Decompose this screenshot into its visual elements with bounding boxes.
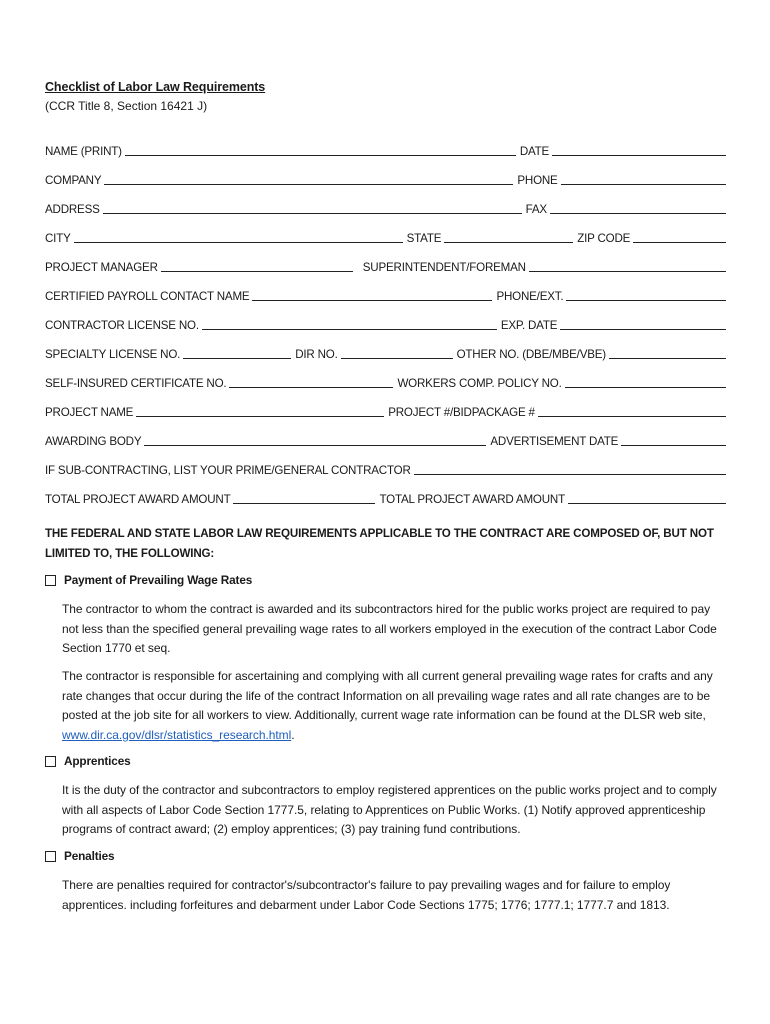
penalties-checkbox[interactable]: [45, 851, 56, 862]
payroll-contact-field[interactable]: [252, 300, 492, 301]
company-field[interactable]: [104, 184, 513, 185]
date-field[interactable]: [552, 155, 726, 156]
advertisement-date-label: ADVERTISEMENT DATE: [490, 435, 619, 448]
section-apprentices: [45, 754, 131, 768]
prevailing-wage-paragraph-2: [62, 667, 722, 745]
form-row-payroll-contact: [45, 286, 726, 304]
penalties-paragraph: There are penalties required for contractor's/subcontractor's failure to pay prevailing wages and for failure to employ apprentices. including forfeitures and debarment under Labor Code Sections 1775; 1776; 1777.1; 1777.7 and 1813.: [62, 878, 671, 912]
prevailing-wage-paragraph-2-text: The contractor is responsible for ascertaining and complying with all current general prevailing wage rates for crafts and any rate changes that occur during the life of the contract Information on all prevailing wage rates and all rate changes are to be posted at the job site for all workers to view. Additionally, current wage rate information can be found at the DLSR web site,: [62, 669, 713, 723]
form-row-project-manager: [45, 257, 726, 275]
exp-date-label: EXP. DATE: [500, 319, 558, 332]
form-row-project-name: [45, 402, 726, 420]
dir-label: DIR NO.: [295, 348, 338, 361]
total-award-field-1[interactable]: [233, 503, 375, 504]
city-field[interactable]: [74, 242, 403, 243]
form-row-awarding-body: [45, 431, 726, 449]
section-prevailing-wage: [45, 573, 252, 587]
subcontracting-label: IF SUB-CONTRACTING, LIST YOUR PRIME/GENERAL CONTRACTOR: [45, 464, 411, 477]
other-no-field[interactable]: [609, 358, 726, 359]
state-label: STATE: [406, 232, 442, 245]
zip-label: ZIP CODE: [577, 232, 631, 245]
form-row-contractor-license: [45, 315, 726, 333]
date-label: DATE: [519, 145, 550, 158]
form-row-name: [45, 141, 726, 159]
total-award-field-2[interactable]: [568, 503, 726, 504]
project-bidpackage-field[interactable]: [538, 416, 726, 417]
phone-ext-field[interactable]: [566, 300, 726, 301]
total-award-label-2: TOTAL PROJECT AWARD AMOUNT: [379, 493, 565, 506]
total-award-label-1: TOTAL PROJECT AWARD AMOUNT: [45, 493, 231, 506]
city-label: CITY: [45, 232, 71, 245]
superintendent-label: SUPERINTENDENT/FOREMAN: [362, 261, 526, 274]
document-subtitle: (CCR Title 8, Section 16421 J): [45, 99, 208, 113]
phone-ext-label: PHONE/EXT.: [496, 290, 564, 303]
form-row-total-award: [45, 489, 726, 507]
prevailing-wage-checkbox[interactable]: [45, 575, 56, 586]
phone-field[interactable]: [561, 184, 726, 185]
name-label: NAME (PRINT): [45, 145, 122, 158]
subcontracting-field[interactable]: [414, 474, 726, 475]
name-field[interactable]: [125, 155, 516, 156]
advertisement-date-field[interactable]: [621, 445, 726, 446]
exp-date-field[interactable]: [560, 329, 726, 330]
other-no-label: OTHER NO. (DBE/MBE/VBE): [456, 348, 606, 361]
workers-comp-label: WORKERS COMP. POLICY NO.: [397, 377, 562, 390]
workers-comp-field[interactable]: [565, 387, 726, 388]
apprentices-heading: Apprentices: [64, 754, 131, 768]
fax-field[interactable]: [550, 213, 726, 214]
section-penalties: [45, 849, 114, 863]
project-manager-field[interactable]: [161, 271, 353, 272]
specialty-license-field[interactable]: [183, 358, 291, 359]
self-insured-field[interactable]: [229, 387, 393, 388]
penalties-heading: Penalties: [64, 849, 115, 863]
phone-label: PHONE: [517, 174, 558, 187]
contractor-license-label: CONTRACTOR LICENSE NO.: [45, 319, 199, 332]
awarding-body-field[interactable]: [144, 445, 486, 446]
project-name-label: PROJECT NAME: [45, 406, 134, 419]
fax-label: FAX: [525, 203, 547, 216]
address-field[interactable]: [103, 213, 522, 214]
state-field[interactable]: [444, 242, 573, 243]
address-label: ADDRESS: [45, 203, 100, 216]
superintendent-field[interactable]: [529, 271, 726, 272]
self-insured-label: SELF-INSURED CERTIFICATE NO.: [45, 377, 227, 390]
prevailing-wage-paragraph-2-end: .: [291, 727, 295, 742]
prevailing-wage-heading: Payment of Prevailing Wage Rates: [64, 573, 253, 587]
payroll-contact-label: CERTIFIED PAYROLL CONTACT NAME: [45, 290, 250, 303]
requirements-notice: THE FEDERAL AND STATE LABOR LAW REQUIREMENTS APPLICABLE TO THE CONTRACT ARE COMPOSED OF, BUT NOT LIMITED TO, THE FOLLOWING:: [45, 527, 714, 560]
awarding-body-label: AWARDING BODY: [45, 435, 142, 448]
project-name-field[interactable]: [136, 416, 384, 417]
apprentices-paragraph: It is the duty of the contractor and subcontractors to employ registered apprentices on the public works project and to comply with all aspects of Labor Code Section 1777.5, relating to Apprentices on Public Works. (1) Notify approved apprenticeship programs of contract award; (2) employ apprentices; (3) pay training fund contributions.: [62, 783, 717, 837]
project-manager-label: PROJECT MANAGER: [45, 261, 158, 274]
form-row-self-insured: [45, 373, 726, 391]
prevailing-wage-paragraph-1: The contractor to whom the contract is awarded and its subcontractors hired for the public works project are required to pay not less than the specified general prevailing wage rates to all workers employed in the execution of the contract Labor Code Section 1770 et seq.: [62, 602, 717, 656]
document-title: Checklist of Labor Law Requirements: [45, 80, 266, 94]
zip-field[interactable]: [633, 242, 726, 243]
contractor-license-field[interactable]: [202, 329, 497, 330]
form-row-city: [45, 228, 726, 246]
form-row-specialty-license: [45, 344, 726, 362]
dlsr-website-link[interactable]: www.dir.ca.gov/dlsr/statistics_research.html: [62, 727, 292, 742]
dir-field[interactable]: [341, 358, 453, 359]
specialty-license-label: SPECIALTY LICENSE NO.: [45, 348, 181, 361]
apprentices-checkbox[interactable]: [45, 756, 56, 767]
form-row-company: [45, 170, 726, 188]
company-label: COMPANY: [45, 174, 102, 187]
form-row-subcontracting: [45, 460, 726, 478]
project-bidpackage-label: PROJECT #/BIDPACKAGE #: [388, 406, 535, 419]
form-row-address: [45, 199, 726, 217]
